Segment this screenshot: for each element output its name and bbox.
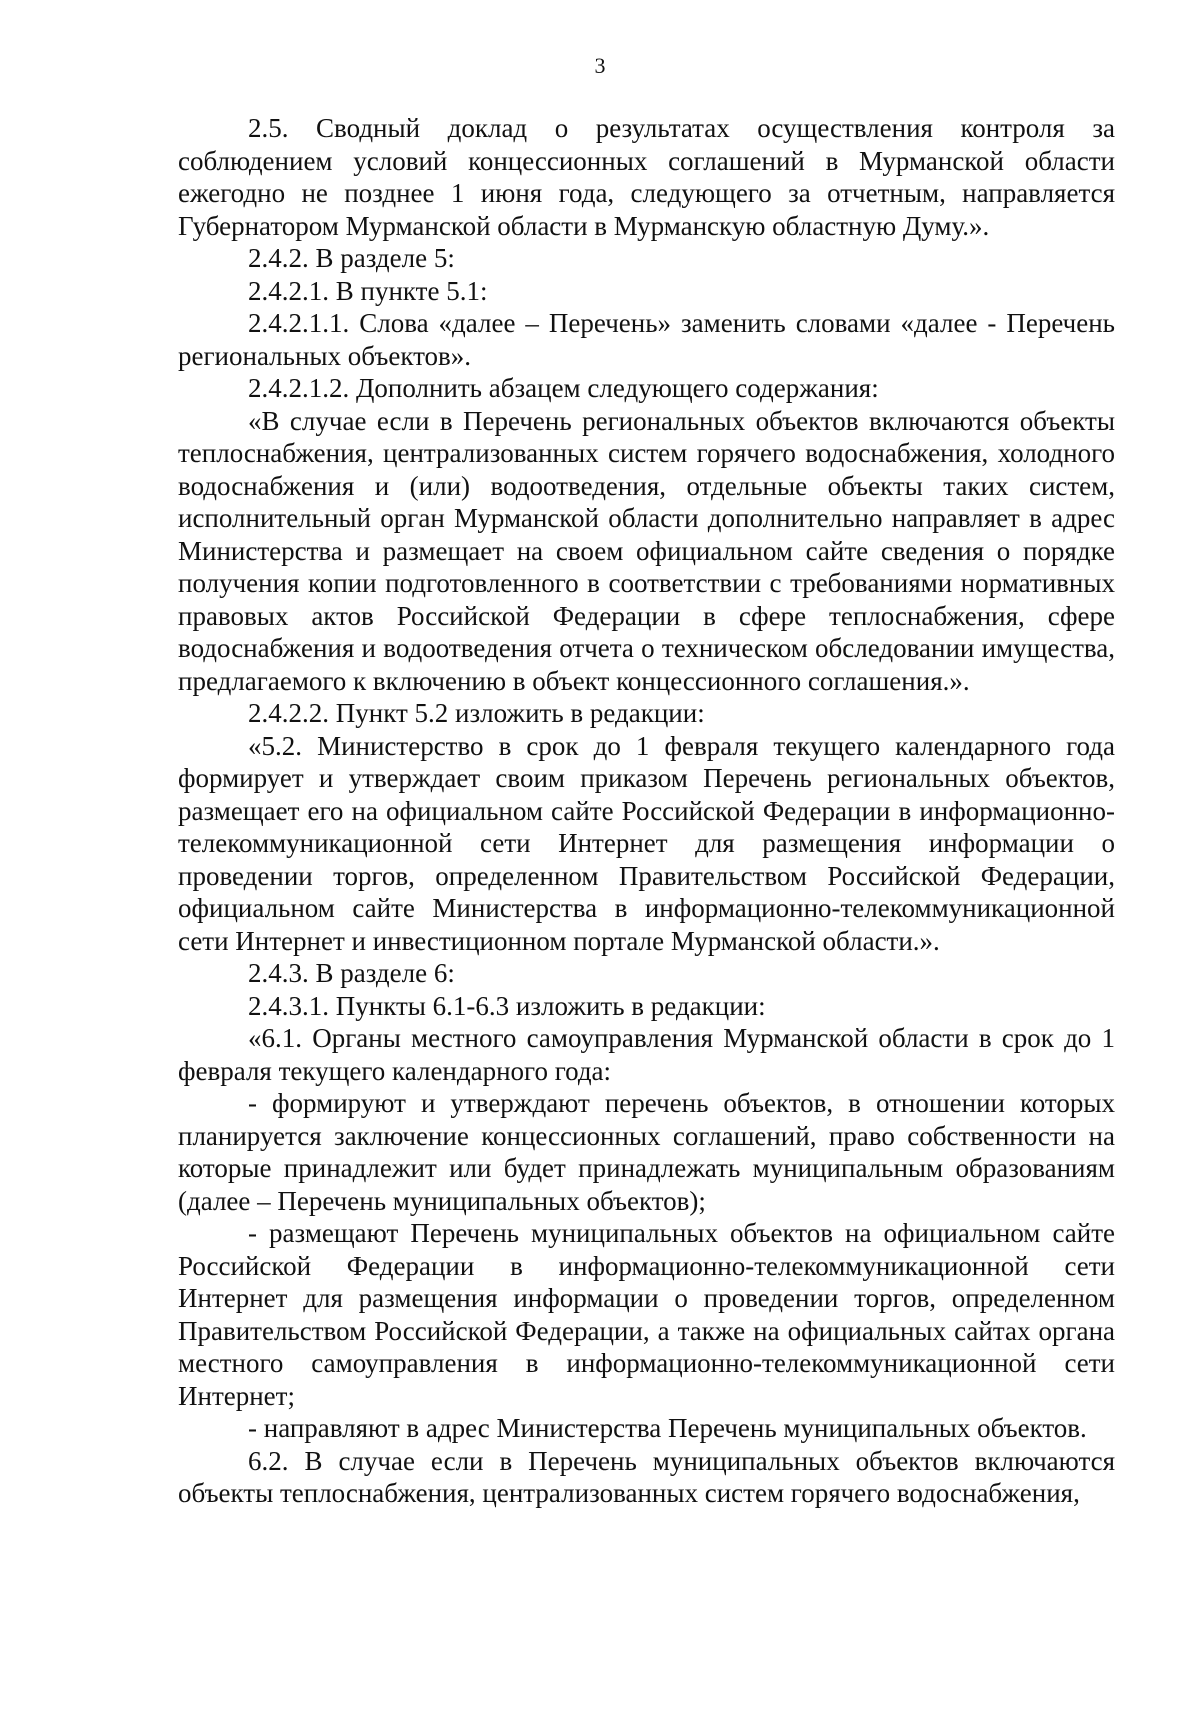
paragraph: «6.1. Органы местного самоуправления Мурманской области в срок до 1 февраля текущего календарного года: [178, 1023, 1115, 1086]
paragraph: 2.4.2.1. В пункте 5.1: [248, 275, 488, 306]
paragraph: 2.5. Сводный доклад о результатах осуществления контроля за соблюдением условий концессионных соглашений в Мурманской области ежегодно не позднее 1 июня года, следующего за отчетным, направляется Губернатором Мурманской области в Мурманскую областную Думу.». [178, 113, 1115, 241]
paragraph: - направляют в адрес Министерства Перечень муниципальных объектов. [248, 1413, 1087, 1443]
paragraph: 2.4.3.1. Пункты 6.1-6.3 изложить в редакции: [248, 990, 766, 1021]
page-number: 3 [594, 53, 606, 78]
paragraph: 2.4.2.2. Пункт 5.2 изложить в редакции: [248, 698, 705, 728]
paragraph: «В случае если в Перечень региональных объектов включаются объекты теплоснабжения, централизованных систем горячего водоснабжения, холодного водоснабжения и (или) водоотведения, отдельные объекты таких систем, исполнительный орган Мурманской области дополнительно направляет в адрес Министерства и размещает на своем официальном сайте сведения о порядке получения копии подготовленного в соответствии с требованиями нормативных правовых актов Российской Федерации в сфере теплоснабжения, сфере водоснабжения и водоотведения отчета о техническом обследовании имущества, предлагаемого к включению в объект концессионного соглашения.». [178, 405, 1115, 696]
paragraph: 2.4.2.1.2. Дополнить абзацем следующего содержания: [248, 373, 879, 403]
paragraph: 2.4.3. В разделе 6: [248, 958, 455, 988]
paragraph: 2.4.2. В разделе 5: [248, 243, 455, 273]
paragraph: «5.2. Министерство в срок до 1 февраля текущего календарного года формирует и утверждает своим приказом Перечень региональных объектов, размещает его на официальном сайте Российской Федерации в информационно-телекоммуникационной сети Интернет для размещения информации о проведении торгов, определенном Правительством Российской Федерации, официальном сайте Министерства в информационно-телекоммуникационной сети Интернет и инвестиционном портале Мурманской области.». [178, 730, 1115, 956]
document-body [178, 112, 1115, 1510]
paragraph: - размещают Перечень муниципальных объектов на официальном сайте Российской Федерации в информационно-телекоммуникационной сети Интернет для размещения информации о проведении торгов, определенном Правительством Российской Федерации, а также на официальных сайтах органа местного самоуправления в информационно-телекоммуникационной сети Интернет; [178, 1218, 1115, 1411]
paragraph: 6.2. В случае если в Перечень муниципальных объектов включаются объекты теплоснабжения, централизованных систем горячего водоснабжения, [178, 1445, 1115, 1508]
paragraph: 2.4.2.1.1. Слова «далее – Перечень» заменить словами «далее - Перечень региональных объектов». [178, 308, 1115, 371]
paragraph: - формируют и утверждают перечень объектов, в отношении которых планируется заключение концессионных соглашений, право собственности на которые принадлежит или будет принадлежать муниципальным образованиям (далее – Перечень муниципальных объектов); [178, 1088, 1115, 1216]
